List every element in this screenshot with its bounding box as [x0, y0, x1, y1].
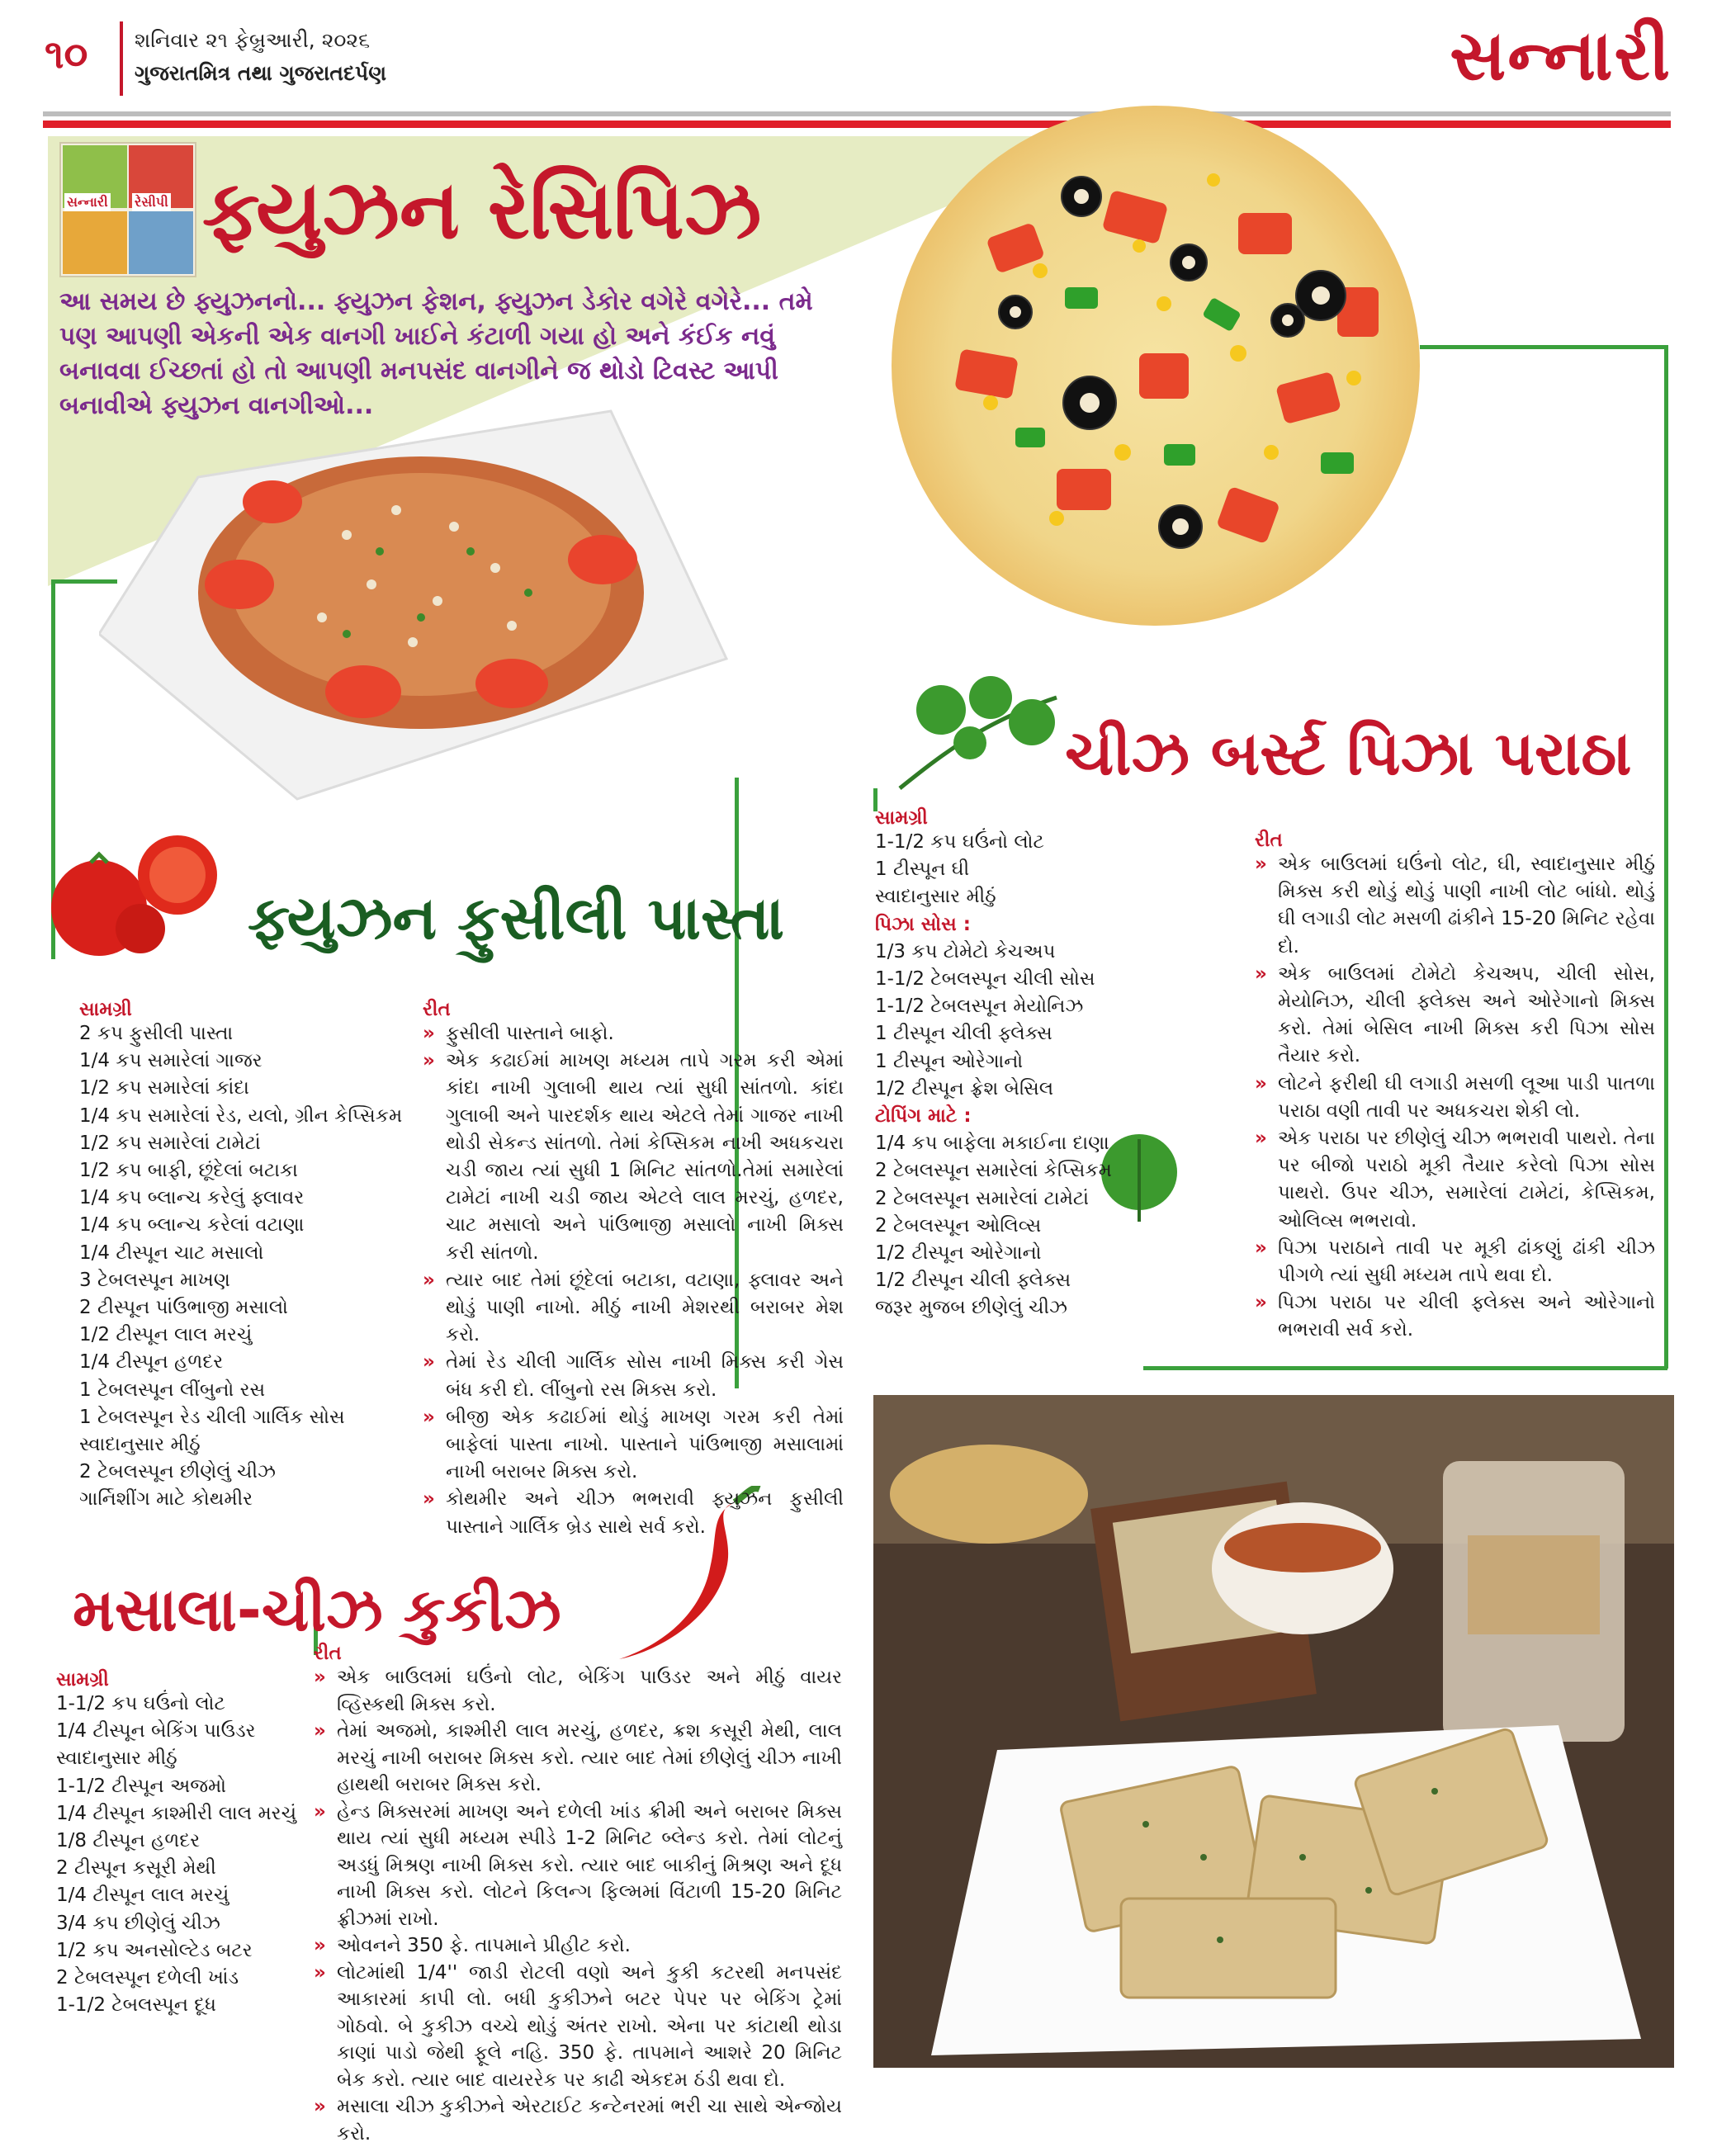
list-item: 2 ટેબલસ્પૂન છીણેલું ચીઝ: [79, 1461, 276, 1483]
list-item: 1/4 ટીસ્પૂન બેકિંગ પાઉડર: [56, 1720, 256, 1743]
list-item: જરૂર મુજબ છીણેલું ચીઝ: [875, 1297, 1068, 1319]
list-item: 2 ટેબલસ્પૂન સમારેલાં ટામેટાં: [875, 1187, 1089, 1209]
list-item: 1/4 કપ સમારેલાં રેડ, યલો, ગ્રીન કેપ્સિકમ: [79, 1104, 403, 1127]
cookies-ingredients: [56, 1669, 320, 2019]
list-item: 2 ટેબલસ્પૂન દળેલી ખાંડ: [56, 1967, 239, 1989]
list-item: » બીજી એક કઢાઈમાં થોડું માખણ ગરમ કરી તેમાં બાફેલાં પાસ્તા નાખો. પાસ્તાને પાંઉભાજી મસાલામાં નાખી બરાબર મિક્સ કરો.: [423, 1404, 844, 1487]
cookies-recipe-title: મસાલા-ચીઝ કુકીઝ: [73, 1575, 561, 1644]
coriander-illustration: [892, 664, 1073, 797]
recipe-column-logo: [59, 142, 196, 277]
list-item: » એક બાઉલમાં ઘઉંનો લોટ, બેકિંગ પાઉડર અને મીઠું વાયર વ્હિસ્કથી મિક્સ કરો.: [314, 1664, 842, 1718]
list-item: 1/2 કપ અનસોલ્ટેડ બટર: [56, 1939, 253, 1961]
list-item: 2 ટીસ્પૂન પાંઉભાજી મસાલો: [79, 1297, 288, 1319]
paratha-method-heading: રીત: [1255, 830, 1283, 851]
paratha-method: [1255, 830, 1655, 1345]
list-item: 3 ટેબલસ્પૂન માખણ: [79, 1269, 230, 1291]
pasta-method-heading: રીત: [423, 999, 451, 1020]
cookies-method: [314, 1643, 842, 2147]
header-divider: [120, 21, 123, 96]
pasta-recipe-title: ફ્યુઝન ફુસીલી પાસ્તા: [248, 883, 784, 953]
list-item: » એક પરાઠા પર છીણેલું ચીઝ ભભરાવી પાથરો. તેના પર બીજો પરાઠો મૂકી તૈયાર કરેલો પિઝા સોસ પાથરો. ઉપર ચીઝ, સમારેલાં ટામેટાં, કેપ્સિકમ, ઓલિવ્સ ભભરાવો.: [1255, 1125, 1655, 1235]
list-item: 1-1/2 ટેબલસ્પૂન ચીલી સોસ: [875, 968, 1095, 991]
paratha-ingredient-list: [875, 829, 1238, 1322]
masala-cheese-cookies-photo: [873, 1395, 1674, 2068]
frame-line: [1143, 1366, 1667, 1370]
list-item: 1/2 કપ બાફી, છૂંદેલાં બટાકા: [79, 1160, 298, 1182]
list-item: સ્વાદાનુસાર મીઠું: [56, 1747, 177, 1770]
cookies-ingredients-heading: સામગ્રી: [56, 1669, 109, 1691]
list-item: 1 ટેબલસ્પૂન રેડ ચીલી ગાર્લિક સોસ: [79, 1406, 345, 1428]
list-item: 1/3 કપ ટોમેટો કેચઅપ: [875, 940, 1056, 962]
list-item: 1/2 ટીસ્પૂન લાલ મરચું: [79, 1324, 253, 1346]
list-item: 1/2 ટીસ્પૂન ઓરેગાનો: [875, 1242, 1042, 1265]
list-item: 1-1/2 ટેબલસ્પૂન દૂધ: [56, 1994, 216, 2017]
list-item: » પિઝા પરાઠા પર ચીલી ફ્લેક્સ અને ઓરેગાનો ભભરાવી સર્વ કરો.: [1255, 1289, 1655, 1344]
list-item: 1 ટીસ્પૂન ચીલી ફ્લેક્સ: [875, 1023, 1052, 1045]
pasta-ingredients: [79, 999, 409, 1514]
list-item: 1-1/2 ટેબલસ્પૂન મેયોનિઝ: [875, 995, 1084, 1018]
list-item: 1/2 ટીસ્પૂન ચીલી ફ્લેક્સ: [875, 1270, 1071, 1292]
list-item: » ત્યાર બાદ તેમાં છૂંદેલાં બટાકા, વટાણા, ફ્લાવર અને થોડું પાણી નાખો. મીઠું નાખી મેશરથી બરાબર મેશ કરો.: [423, 1267, 844, 1350]
dateline: શનિવાર ૨૧ ફેબ્રુઆરી, ૨૦૨૬: [135, 28, 371, 52]
list-item: » તેમાં અજમો, કાશ્મીરી લાલ મરચું, હળદર, ક્રશ કસૂરી મેથી, લાલ મરચું નાખી બરાબર મિક્સ કરો. ત્યાર બાદ તેમાં છીણેલું ચીઝ નાખી હાથથી બરાબર મિક્સ કરો.: [314, 1718, 842, 1799]
list-item: 1-1/2 ટીસ્પૂન અજમો: [56, 1775, 226, 1797]
list-item: » એક બાઉલમાં ટોમેટો કેચઅપ, ચીલી સોસ, મેયોનિઝ, ચીલી ફ્લેક્સ અને ઓરેગાનો મિક્સ કરો. તેમાં બેસિલ નાખી મિક્સ કરી પિઝા સોસ તૈયાર કરો.: [1255, 961, 1655, 1071]
list-item: » કોથમીર અને ચીઝ ભભરાવી ફ્યુઝન ફુસીલી પાસ્તાને ગાર્લિક બ્રેડ સાથે સર્વ કરો.: [423, 1486, 844, 1540]
sauce-heading: પિઝા સોસ :: [875, 913, 971, 935]
list-item: 2 ટીસ્પૂન કસૂરી મેથી: [56, 1857, 216, 1880]
masthead-rule-grey: [43, 111, 1671, 116]
list-item: સ્વાદાનુસાર મીઠું: [875, 886, 996, 908]
logo-label-right: રેસીપી: [132, 193, 171, 211]
cookies-ingredient-list: [56, 1691, 320, 2019]
list-item: » લોટમાંથી 1/4'' જાડી રોટલી વણો અને કુકી કટરથી મનપસંદ આકારમાં કાપી લો. બધી કુકીઝને બટર પેપર પર બેકિંગ ટ્રેમાં ગોઠવો. બે કુકીઝ વચ્ચે થોડું અંતર રાખો. એના પર કાંટાથી થોડા કાણાં પાડો જેથી ફૂલે નહિ. 350 ફે. તાપમાને આશરે 20 મિનિટ બેક કરો. ત્યાર બાદ વાયરરેક પર કાઢી એકદમ ઠંડી થવા દો.: [314, 1960, 842, 2094]
section-masthead: સન્નારી: [1450, 15, 1672, 96]
list-item: » તેમાં રેડ ચીલી ગાર્લિક સોસ નાખી મિક્સ કરી ગેસ બંધ કરી દો. લીંબુનો રસ મિક્સ કરો.: [423, 1349, 844, 1403]
frame-line: [1420, 345, 1667, 349]
list-item: » મસાલા ચીઝ કુકીઝને એરટાઈટ કન્ટેનરમાં ભરી ચા સાથે એન્જોય કરો.: [314, 2093, 842, 2147]
paratha-recipe-title: ચીઝ બર્સ્ટ પિઝા પરાઠા: [1065, 718, 1632, 789]
list-item: 1/2 ટીસ્પૂન ફ્રેશ બેસિલ: [875, 1077, 1054, 1100]
list-item: 1/8 ટીસ્પૂન હળદર: [56, 1830, 201, 1852]
list-item: 1-1/2 કપ ઘઉંનો લોટ: [875, 831, 1044, 853]
list-item: 1 ટીસ્પૂન ઘી: [875, 858, 970, 881]
cookies-step-list: [314, 1664, 842, 2147]
list-item: » પિઝા પરાઠાને તાવી પર મૂકી ઢાંકણું ઢાંકી ચીઝ પીગળે ત્યાં સુધી મધ્યમ તાપે થવા દો.: [1255, 1235, 1655, 1289]
list-item: » લોટને ફરીથી ઘી લગાડી મસળી લૂઆ પાડી પાતળા પરાઠા વણી તાવી પર અધકચરા શેકી લો.: [1255, 1071, 1655, 1125]
list-item: » ફુસીલી પાસ્તાને બાફો.: [423, 1020, 844, 1047]
list-item: ગાર્નિશીંગ માટે કોથમીર: [79, 1488, 253, 1511]
list-item: 1/4 ટીસ્પૂન લાલ મરચું: [56, 1885, 229, 1907]
list-item: સ્વાદાનુસાર મીઠું: [79, 1434, 201, 1456]
paratha-step-list: [1255, 851, 1655, 1345]
list-item: 1/4 ટીસ્પૂન કાશ્મીરી લાલ મરચું: [56, 1802, 296, 1824]
frame-line: [1664, 345, 1668, 1369]
cookies-method-heading: રીત: [314, 1643, 342, 1664]
list-item: 1/4 ટીસ્પૂન ચાટ મસાલો: [79, 1241, 264, 1264]
pasta-step-list: [423, 1020, 844, 1541]
tomato-illustration: [33, 817, 231, 958]
fusilli-pasta-photo: [99, 386, 743, 820]
paratha-ingredients: [875, 807, 1238, 1322]
list-item: 1 ટીસ્પૂન ઓરેગાનો: [875, 1050, 1024, 1072]
paratha-ingredients-heading: સામગ્રી: [875, 807, 928, 829]
list-item: 1/2 કપ સમારેલાં ટામેટાં: [79, 1132, 261, 1154]
list-item: 1/4 કપ બ્લાન્ચ કરેલું ફ્લાવર: [79, 1187, 305, 1209]
list-item: 1/4 કપ બ્લાન્ચ કરેલાં વટાણા: [79, 1214, 305, 1237]
feature-intro: આ સમય છે ફ્યુઝનનો... ફ્યુઝન ફેશન, ફ્યુઝન ડેકોર વગેરે વગેરે... તમે પણ આપણી એકની એક વાનગી ખાઈને કંટાળી ગયા હો અને કંઈક નવું બનાવવા ઈચ્છતાં હો તો આપણી મનપસંદ વાનગીને જ થોડો ટિવસ્ટ આપી બનાવીએ ફ્યુઝન વાનગીઓ...: [59, 287, 813, 420]
newspaper-name: ગુજરાતમિત્ર તથા ગુજરાતદર્પણ: [135, 61, 387, 85]
topping-heading: ટોપિંગ માટે :: [875, 1105, 972, 1128]
list-item: 1 ટેબલસ્પૂન લીંબુનો રસ: [79, 1379, 266, 1401]
list-item: 1/2 કપ સમારેલાં કાંદા: [79, 1077, 249, 1100]
list-item: 1/4 કપ બાફેલા મકાઈના દાણા: [875, 1133, 1109, 1155]
list-item: 2 ટેબલસ્પૂન સમારેલાં કેપ્સિકમ: [875, 1160, 1112, 1182]
list-item: 1/4 ટીસ્પૂન હળદર: [79, 1351, 224, 1374]
list-item: 1-1/2 કપ ઘઉંનો લોટ: [56, 1693, 225, 1714]
pasta-method: [423, 999, 844, 1541]
list-item: 3/4 કપ છીણેલું ચીઝ: [56, 1912, 220, 1934]
list-item: » એક બાઉલમાં ઘઉંનો લોટ, ઘી, સ્વાદાનુસાર મીઠું મિક્સ કરી થોડું થોડું પાણી નાખી લોટ બાંધો. થોડું ઘી લગાડી લોટ મસળી ઢાંકીને 15-20 મિનિટ રહેવા દો.: [1255, 851, 1655, 961]
masthead-rule-red: [43, 121, 1671, 128]
pasta-ingredient-list: [79, 1020, 409, 1514]
page-number: ૧૦: [45, 31, 88, 78]
pizza-paratha-photo: [892, 106, 1420, 626]
pasta-ingredients-heading: સામગ્રી: [79, 999, 132, 1020]
list-item: » હેન્ડ મિક્સરમાં માખણ અને દળેલી ખાંડ ક્રીમી અને બરાબર મિક્સ થાય ત્યાં સુધી મધ્યમ સ્પીડે 1-2 મિનિટ બ્લેન્ડ કરો. તેમાં લોટનું અડધું મિશ્રણ નાખી મિક્સ કરો. ત્યાર બાદ બાકીનું મિશ્રણ અને દૂધ નાખી મિક્સ કરો. લોટને કિલન્ગ ફિલ્મમાં વિંટાળી 15-20 મિનિટ ફ્રીઝમાં રાખો.: [314, 1799, 842, 1933]
frame-line: [51, 579, 117, 584]
logo-label-left: સન્નારી: [64, 193, 111, 211]
list-item: 2 કપ ફુસીલી પાસ્તા: [79, 1023, 234, 1044]
list-item: 1/4 કપ સમારેલાં ગાજર: [79, 1050, 263, 1072]
feature-title: ફ્યુઝન રેસિપિઝ: [202, 163, 762, 258]
list-item: » એક કઢાઈમાં માખણ મધ્યમ તાપે ગરમ કરી એમાં કાંદા નાખી ગુલાબી થાય ત્યાં સુધી સાંતળો. કાંદા ગુલાબી અને પારદર્શક થાય એટલે તેમાં ગાજર નાખી થોડી સેકન્ડ સાંતળો. તેમાં કેપ્સિકમ નાખી અધકચરા ચડી જાય ત્યાં સુધી 1 મિનિટ સાંતળો.તેમાં સમારેલાં ટામેટાં નાખી ચડી જાય એટલે લાલ મરચું, હળદર, ચાટ મસાલો અને પાંઉભાજી મસાલો નાખી મિક્સ કરી સાંતળો.: [423, 1047, 844, 1267]
list-item: » ઓવનને 350 ફે. તાપમાને પ્રીહીટ કરો.: [314, 1932, 842, 1960]
list-item: 2 ટેબલસ્પૂન ઓલિવ્સ: [875, 1214, 1042, 1237]
